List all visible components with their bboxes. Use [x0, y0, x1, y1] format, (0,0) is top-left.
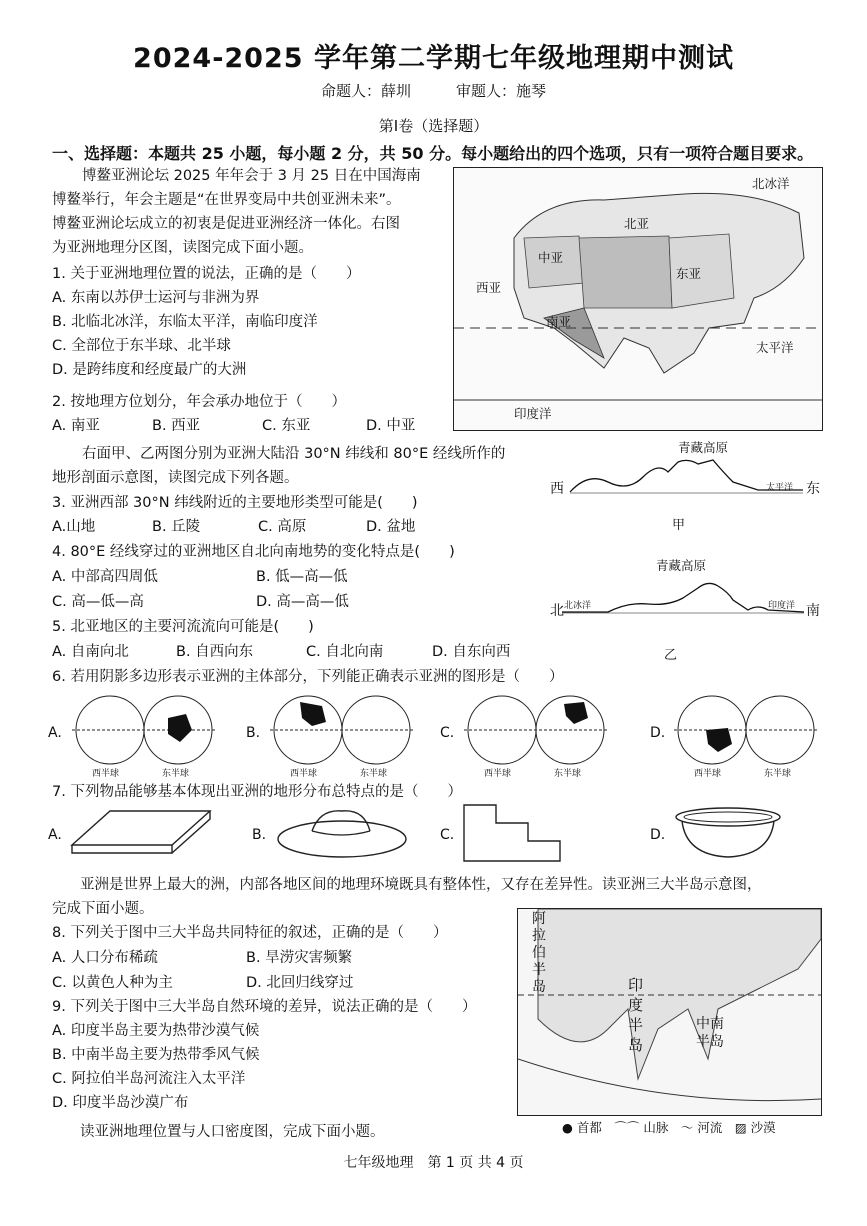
question-3-stem: 3. 亚洲西部 30°N 纬线附近的主要地形类型可能是( )	[52, 495, 418, 511]
east-hemisphere-label: 东半球	[360, 769, 388, 779]
question-6-stem: 6. 若用阴影多边形表示亚洲的主体部分，下列能正确表示亚洲的图形是（ ）	[52, 669, 564, 685]
profile-yi-right-sea: 印度洋	[768, 601, 796, 611]
map-legend: ● 首都 ⌒⌒ 山脉 〜 河流 ▨ 沙漠	[562, 1120, 776, 1135]
author-line: 命题人：薛圳 审题人：施琴	[320, 82, 546, 100]
east-hemisphere-label: 东半球	[554, 769, 582, 779]
option-d[interactable]: D. 印度半岛沙漠广布	[52, 1095, 189, 1111]
profile-jia-caption: 甲	[672, 518, 686, 533]
passage-1	[52, 164, 421, 260]
char: 半	[532, 962, 546, 978]
option-a[interactable]: A. 东南以苏伊士运河与非洲为界	[52, 290, 260, 306]
question-4-stem: 4. 80°E 经线穿过的亚洲地区自北向南地势的变化特点是( )	[52, 544, 455, 560]
char: 阿	[532, 911, 546, 927]
option-c[interactable]: C. 阿拉伯半岛河流注入太平洋	[52, 1071, 246, 1087]
option-b[interactable]: B. 丘陵	[152, 519, 201, 535]
passage-2	[52, 442, 505, 490]
map-label-arctic-ocean: 北冰洋	[752, 176, 790, 191]
option-c[interactable]: C. 东亚	[262, 418, 311, 434]
passage-line: 地形剖面示意图，读图完成下列各题。	[52, 470, 299, 486]
char: 拉	[532, 928, 546, 944]
profile-yi-north: 北	[550, 603, 564, 619]
option-b[interactable]: B. 西亚	[152, 418, 201, 434]
profile-yi-left-sea: 北冰洋	[564, 601, 592, 611]
option-b[interactable]: B. 旱涝灾害频繁	[246, 950, 353, 966]
char: 伯	[532, 945, 546, 961]
globe-pair	[266, 690, 436, 770]
profile-jia-title: 青藏高原	[678, 440, 729, 455]
passage-line: 博鳌亚洲论坛 2025 年年会于 3 月 25 日在中国海南	[82, 168, 421, 184]
page-title: 2024-2025 学年第二学期七年级地理期中测试	[133, 43, 734, 74]
q7-option-b-figure[interactable]	[252, 805, 422, 865]
q6-option-a-figure[interactable]	[48, 690, 218, 780]
option-c[interactable]: C. 自北向南	[306, 644, 384, 660]
option-label: A.	[48, 827, 62, 843]
option-c[interactable]: C. 以黄色人种为主	[52, 975, 173, 991]
option-d[interactable]: D. 高—高—低	[256, 594, 349, 610]
volume-heading: 第Ⅰ卷（选择题）	[378, 117, 489, 135]
asia-regions-map	[453, 167, 823, 431]
map-label-north-asia: 北亚	[624, 216, 650, 231]
passage-line: 右面甲、乙两图分别为亚洲大陆沿 30°N 纬线和 80°E 经线所作的	[82, 446, 506, 462]
option-label: D.	[650, 725, 666, 741]
map-label-central-asia: 中亚	[538, 250, 564, 265]
line: 中南	[696, 1016, 724, 1032]
profile-jia-curve	[548, 452, 828, 522]
question-8-stem: 8. 下列关于图中三大半岛共同特征的叙述，正确的是（ ）	[52, 925, 448, 941]
passage-line: 博鳌举行，年会主题是“在世界变局中共创亚洲未来”。	[52, 192, 401, 208]
option-d[interactable]: D. 中亚	[366, 418, 416, 434]
option-d[interactable]: D. 是跨纬度和经度最广的大洲	[52, 362, 247, 378]
char: 印	[628, 976, 644, 994]
flat-board-shape	[70, 805, 230, 865]
profile-jia-sea: 太平洋	[766, 483, 794, 493]
profile-yi-curve	[548, 570, 828, 640]
passage-line: 博鳌亚洲论坛成立的初衷是促进亚洲经济一体化。右图	[52, 216, 400, 232]
option-a[interactable]: A. 人口分布稀疏	[52, 950, 158, 966]
q7-option-d-figure[interactable]	[650, 805, 820, 865]
option-b[interactable]: B. 中南半岛主要为热带季风气候	[52, 1047, 260, 1063]
indochina-label	[696, 1015, 724, 1051]
question-9	[52, 995, 476, 1115]
map-label-east-asia: 东亚	[676, 266, 702, 281]
option-d[interactable]: D. 自东向西	[432, 644, 511, 660]
option-a[interactable]: A. 印度半岛主要为热带沙漠气候	[52, 1023, 260, 1039]
peninsulas-map	[517, 908, 822, 1116]
map-label-south-asia: 南亚	[546, 314, 572, 329]
option-b[interactable]: B. 北临北冰洋，东临太平洋，南临印度洋	[52, 314, 318, 330]
peninsulas-map-drawing	[518, 909, 821, 1115]
stairs-shape	[462, 803, 592, 865]
question-1	[52, 262, 360, 382]
passage-line: 为亚洲地理分区图，读图完成下面小题。	[52, 240, 313, 256]
q7-option-c-figure[interactable]	[440, 803, 610, 865]
q7-option-a-figure[interactable]	[48, 805, 238, 865]
question-7-stem: 7. 下列物品能够基本体现出亚洲的地形分布总特点的是（ ）	[52, 784, 462, 800]
char: 度	[628, 996, 644, 1014]
option-a[interactable]: A. 自南向北	[52, 644, 129, 660]
asia-map-drawing	[454, 168, 822, 430]
west-hemisphere-label: 西半球	[694, 769, 722, 779]
west-hemisphere-label: 西半球	[484, 769, 512, 779]
page-footer: 七年级地理 第 1 页 共 4 页	[343, 1155, 524, 1171]
profile-jia-west: 西	[550, 481, 564, 497]
profile-jia	[548, 438, 828, 533]
option-b[interactable]: B. 低—高—低	[256, 569, 348, 585]
west-hemisphere-label: 西半球	[290, 769, 318, 779]
question-5-stem: 5. 北亚地区的主要河流流向可能是( )	[52, 619, 314, 635]
option-label: C.	[440, 827, 455, 843]
india-label	[628, 975, 646, 1055]
globe-pair	[68, 690, 238, 770]
option-d[interactable]: D. 北回归线穿过	[246, 975, 354, 991]
char: 岛	[532, 979, 546, 995]
char: 半	[628, 1016, 644, 1034]
west-hemisphere-label: 西半球	[92, 769, 120, 779]
line: 半岛	[696, 1034, 724, 1050]
q6-option-c-figure[interactable]	[440, 690, 610, 780]
profile-jia-east: 东	[806, 481, 820, 497]
question-stem: 1. 关于亚洲地理位置的说法，正确的是（ ）	[52, 266, 361, 282]
profile-yi-caption: 乙	[664, 648, 678, 663]
map-label-pacific-ocean: 太平洋	[756, 340, 794, 355]
option-c[interactable]: C. 高原	[258, 519, 307, 535]
option-d[interactable]: D. 盆地	[366, 519, 416, 535]
option-label: D.	[650, 827, 666, 843]
profile-yi	[548, 556, 828, 663]
option-label: C.	[440, 725, 455, 741]
option-label: B.	[252, 827, 267, 843]
passage-4: 读亚洲地理位置与人口密度图，完成下面小题。	[80, 1124, 385, 1140]
question-2-stem: 2. 按地理方位划分，年会承办地位于（ ）	[52, 394, 346, 410]
arabia-label	[532, 911, 548, 996]
map-label-west-asia: 西亚	[476, 280, 502, 295]
option-b[interactable]: B. 自西向东	[176, 644, 254, 660]
option-a[interactable]: A.山地	[52, 519, 96, 535]
profile-yi-title: 青藏高原	[656, 558, 707, 573]
option-label: A.	[48, 725, 62, 741]
east-hemisphere-label: 东半球	[162, 769, 190, 779]
east-hemisphere-label: 东半球	[764, 769, 792, 779]
q6-option-d-figure[interactable]	[650, 690, 820, 780]
option-label: B.	[246, 725, 261, 741]
q6-option-b-figure[interactable]	[246, 690, 416, 780]
option-a[interactable]: A. 中部高四周低	[52, 569, 158, 585]
option-a[interactable]: A. 南亚	[52, 418, 100, 434]
option-c[interactable]: C. 全部位于东半球、北半球	[52, 338, 231, 354]
map-label-indian-ocean: 印度洋	[514, 406, 552, 421]
globe-pair	[670, 690, 840, 770]
passage-line: 亚洲是世界上最大的洲，内部各地区间的地理环境既具有整体性，又存在差异性。读亚洲三大半岛示意图，	[80, 877, 762, 893]
hat-shape	[272, 805, 422, 865]
bowl-shape	[672, 805, 802, 865]
profile-yi-south: 南	[806, 603, 820, 619]
section-instructions: 一、选择题：本题共 25 小题，每小题 2 分，共 50 分。每小题给出的四个选项，只有一项符合题目要求。	[52, 144, 814, 163]
globe-pair	[460, 690, 630, 770]
option-c[interactable]: C. 高—低—高	[52, 594, 144, 610]
question-stem: 9. 下列关于图中三大半岛自然环境的差异，说法正确的是（ ）	[52, 999, 477, 1015]
passage-line: 完成下面小题。	[52, 901, 154, 917]
char: 岛	[628, 1036, 644, 1054]
